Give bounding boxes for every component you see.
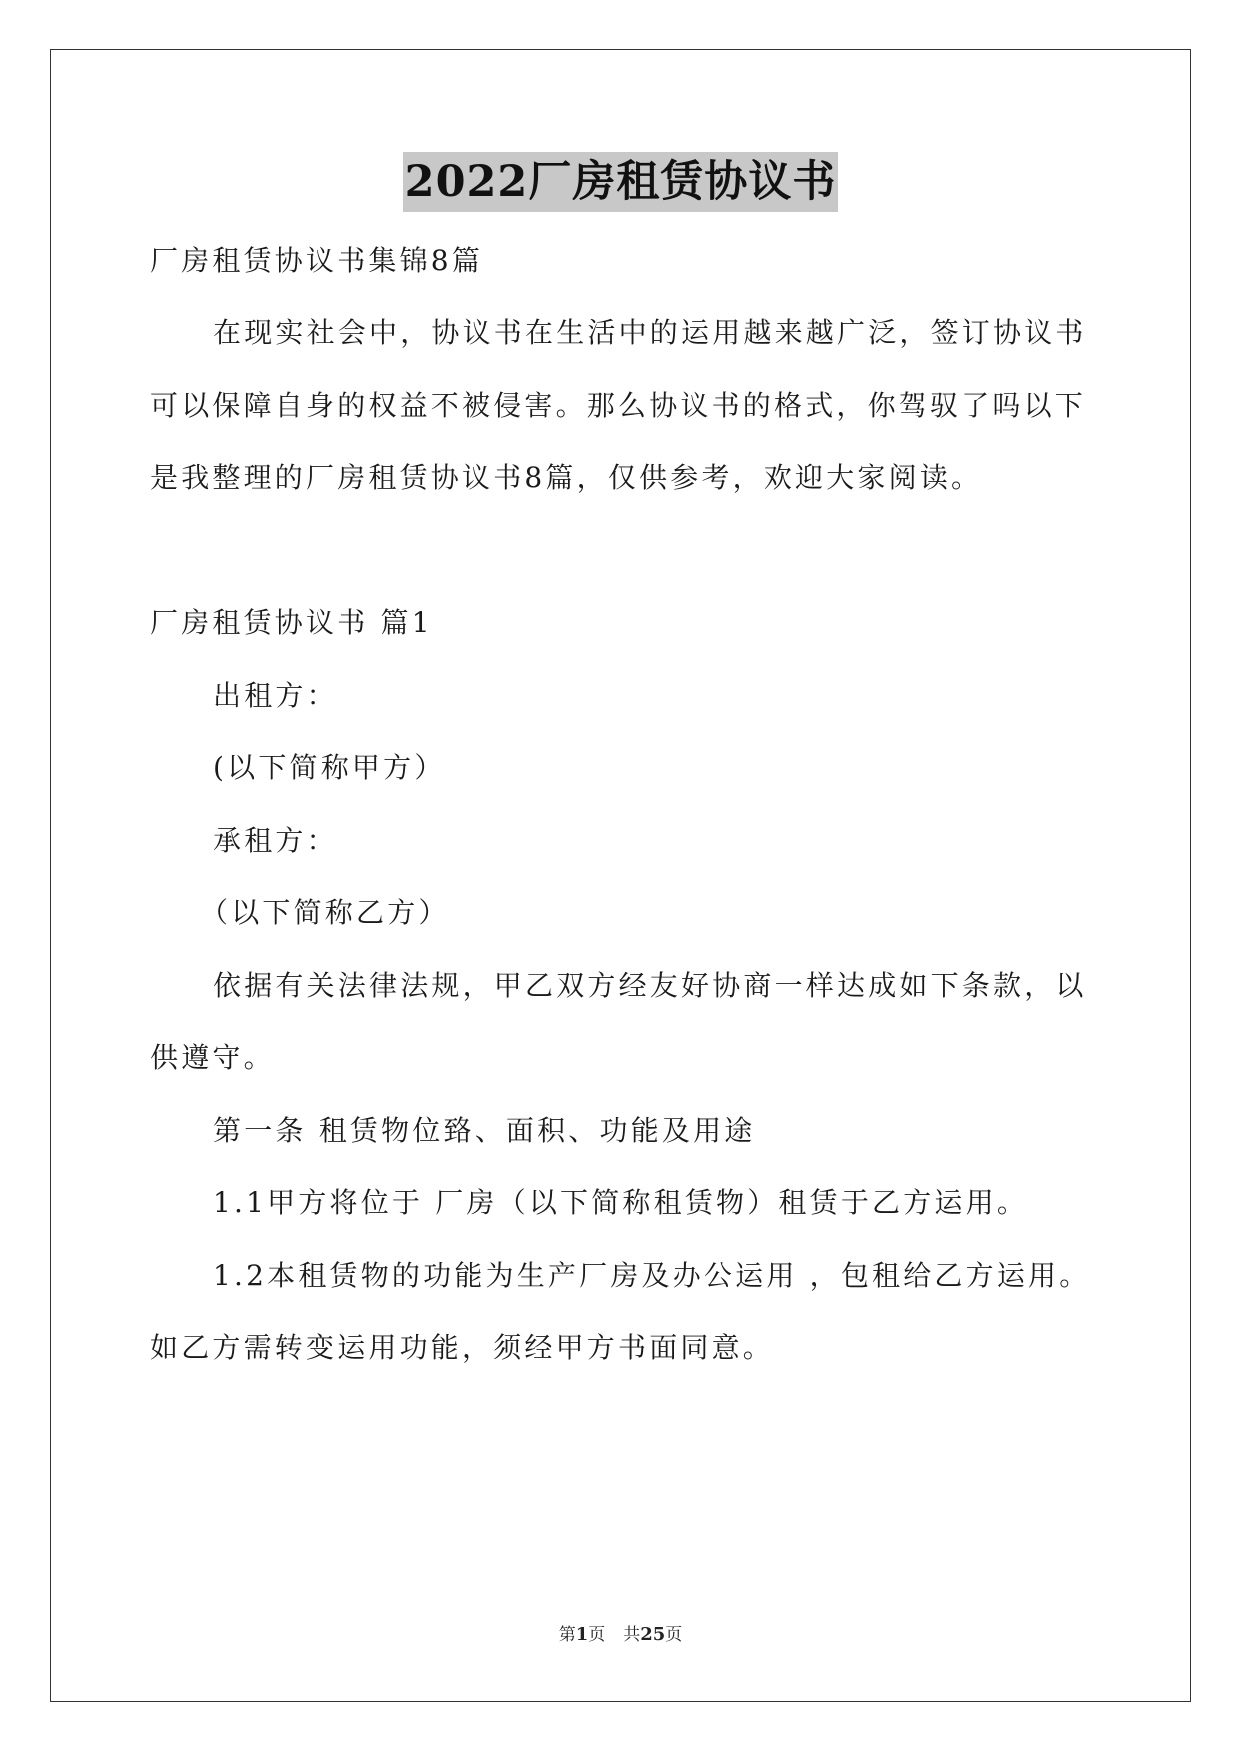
footer-page-prefix: 第 <box>558 1625 576 1645</box>
lessor-label: 出租方： <box>213 679 338 712</box>
footer-page-number: 1 <box>575 1624 589 1645</box>
intro-line-3: 是我整理的厂房租赁协议书8篇，仅供参考，欢迎大家阅读。 <box>150 461 983 494</box>
section-heading: 厂房租赁协议书 篇1 <box>150 606 433 639</box>
basis-line-1: 依据有关法律法规，甲乙双方经友好协商一样达成如下条款，以 <box>213 969 1087 1002</box>
footer-total-suffix: 页 <box>665 1625 683 1645</box>
lessee-label: 承租方： <box>213 824 338 857</box>
clause-1-2-line-2: 如乙方需转变运用功能，须经甲方书面同意。 <box>150 1331 775 1364</box>
page-border <box>50 49 1191 1702</box>
footer-page-suffix: 页 <box>588 1625 606 1645</box>
footer-total-pages: 25 <box>640 1624 666 1645</box>
footer-total-prefix: 共 <box>623 1625 641 1645</box>
clause-1-1: 1.1甲方将位于 厂房（以下简称租赁物）租赁于乙方运用。 <box>213 1186 1029 1219</box>
document-subtitle: 厂房租赁协议书集锦8篇 <box>150 244 484 277</box>
intro-line-1: 在现实社会中，协议书在生活中的运用越来越广泛，签订协议书 <box>213 316 1087 349</box>
page-footer <box>0 1624 1241 1646</box>
lessor-note: (以下简称甲方） <box>213 751 446 784</box>
lessee-note: （以下简称乙方） <box>200 896 450 929</box>
clause-1-2-line-1: 1.2本租赁物的功能为生产厂房及办公运用 ，包租给乙方运用。 <box>213 1259 1091 1292</box>
document-title: 2022厂房租赁协议书 <box>403 152 839 212</box>
basis-line-2: 供遵守。 <box>150 1041 275 1074</box>
intro-line-2: 可以保障自身的权益不被侵害。那么协议书的格式，你驾驭了吗以下 <box>150 389 1087 422</box>
article-1-heading: 第一条 租赁物位臵、面积、功能及用途 <box>213 1114 756 1147</box>
title-container <box>0 152 1241 212</box>
